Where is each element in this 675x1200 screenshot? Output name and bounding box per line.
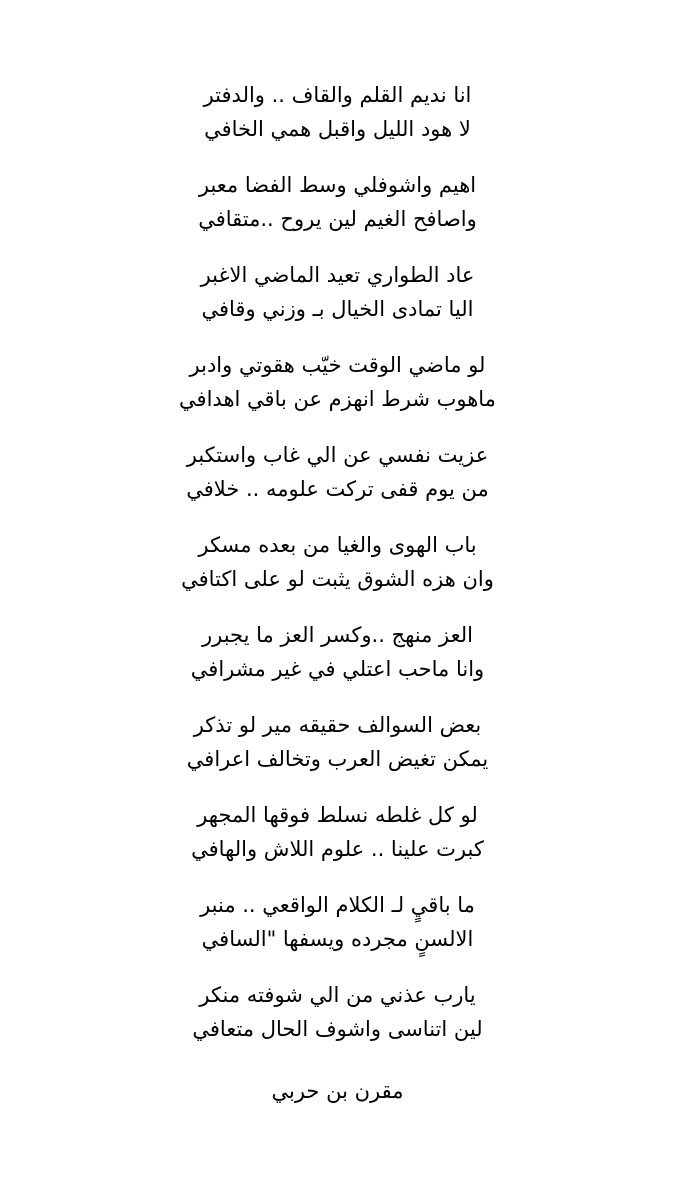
verse-line: العز منهج ..وكسر العز ما يجبرر [201, 623, 474, 647]
verse-line: ماهوب شرط انهزم عن باقي اهدافي [179, 387, 496, 411]
verse-line: لو ماضي الوقت خيّب هقوتي وادبر [189, 353, 486, 377]
verse-line: لا هود الليل واقبل همي الخافي [204, 117, 471, 141]
verse-line: وانا ماحب اعتلي في غير مشرافي [190, 657, 485, 681]
verse-line: لو كل غلطه نسلط فوقها المجهر [197, 803, 478, 827]
verse-line: من يوم قفى تركت علومه .. خلافي [186, 477, 489, 501]
author-signature: مقرن بن حربي [271, 1079, 404, 1103]
verse-line: باب الهوى والغيا من بعده مسكر [198, 533, 477, 557]
verse-line: عزيت نفسي عن الي غاب واستكبر [186, 443, 489, 467]
verse-line: يمكن تغيض العرب وتخالف اعرافي [186, 747, 489, 771]
verse-line: واصافح الغيم لين يروح ..متقافي [198, 207, 477, 231]
stanza-3 [0, 258, 675, 348]
stanza-10 [0, 888, 675, 978]
stanza-11 [0, 978, 675, 1068]
verse-line: عاد الطواري تعيد الماضي الاغبر [200, 263, 475, 287]
stanza-1 [0, 78, 675, 168]
verse-line: اليا تمادى الخيال بـ وزني وقافي [201, 297, 474, 321]
stanza-8 [0, 708, 675, 798]
poem [0, 78, 675, 1108]
verse-line: لين اتناسى واشوف الحال متعافي [192, 1017, 483, 1041]
verse-line: اهيم واشوفلي وسط الفضا معبر [198, 173, 477, 197]
verse-line: انا نديم القلم والقاف .. والدفتر [203, 83, 472, 107]
verse-line: كبرت علينا .. علوم اللاش والهافي [191, 837, 484, 861]
verse-line: ما باقيٍ لـ الكلام الواقعي .. منبر [200, 893, 475, 917]
verse-line: وان هزه الشوق يثبت لو على اكتافي [181, 567, 494, 591]
stanza-9 [0, 798, 675, 888]
stanza-7 [0, 618, 675, 708]
stanza-5 [0, 438, 675, 528]
verse-line: بعض السوالف حقيقه مير لو تذكر [193, 713, 482, 737]
verse-line: الالسنٍ مجرده ويسفها "السافي [201, 927, 474, 951]
verse-line: يارب عذني من الي شوفته منكر [199, 983, 476, 1007]
stanza-6 [0, 528, 675, 618]
stanza-2 [0, 168, 675, 258]
stanza-4 [0, 348, 675, 438]
